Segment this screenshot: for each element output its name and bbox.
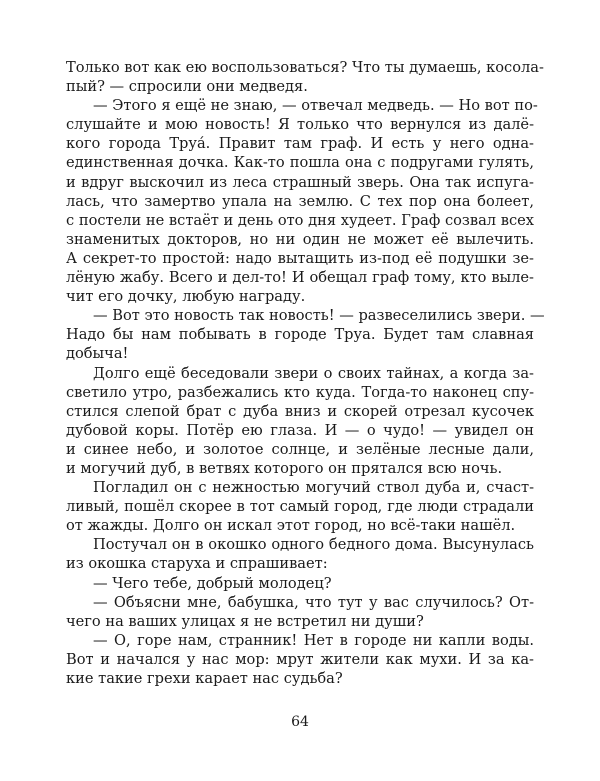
page-number: 64 (291, 714, 309, 730)
text-line: — Вот это новость так новость! — развеселились звери. — (93, 307, 545, 325)
text-line: Погладил он с нежностью могучий ствол дуба и, счаст- (93, 479, 534, 497)
paragraph-1 (66, 58, 544, 96)
text-line: пый? — спросили они медведя. (66, 78, 308, 96)
text-line: Только вот как ею воспользоваться? Что ты думаешь, косола- (66, 59, 544, 76)
text-line: Постучал он в окошко одного бедного дома. Высунулась (93, 536, 534, 554)
text-line: Вот и начался у нас мор: мрут жители как мухи. И за ка- (66, 650, 534, 668)
paragraph-9 (66, 631, 534, 688)
text-line: — Объясни мне, бабушка, что тут у вас случилось? От- (93, 593, 534, 611)
text-line: Надо бы нам побывать в городе Труа. Будет там славная (66, 326, 534, 344)
text-line: и могучий дуб, в ветвях которого он прятался всю ночь. (66, 459, 503, 477)
text-line: от жажды. Долго он искал этот город, но всё-таки нашёл. (66, 517, 516, 535)
text-line: кие такие грехи карает нас судьба? (66, 670, 343, 687)
text-line: с постели не встаёт и день ото дня худеет. Граф созвал всех (66, 211, 534, 229)
text-line: знаменитых докторов, но ни один не может её вылечить. (66, 230, 534, 248)
text-line: А секрет-то простой: надо вытащить из-под её подушки зе- (66, 249, 534, 267)
paragraph-7 (66, 574, 534, 593)
paragraph-4 (66, 364, 534, 479)
paragraph-3 (66, 306, 545, 363)
book-page-text (66, 58, 545, 688)
text-line: дубовой коры. Потёр ею глаза. И — о чудо! — увидел он (66, 421, 534, 439)
paragraph-6 (66, 535, 534, 573)
text-line: стился слепой брат с дуба вниз и скорей отрезал кусочек (66, 402, 534, 420)
text-line: из окошка старуха и спрашивает: (66, 555, 328, 573)
text-line: — Чего тебе, добрый молодец? (93, 574, 332, 592)
text-line: лёную жабу. Всего и дел-то! И обещал граф тому, кто выле- (66, 269, 534, 287)
text-line: — О, горе нам, странник! Нет в городе ни капли воды. (93, 631, 534, 649)
text-line: ливый, пошёл скорее в тот самый город, где люди страдали (66, 498, 534, 516)
text-line: чего на ваших улицах я не встретил ни души? (66, 612, 424, 630)
text-line: и синее небо, и золотое солнце, и зелёные лесные дали, (66, 440, 534, 458)
paragraph-2 (66, 96, 538, 306)
paragraph-5 (66, 478, 534, 535)
text-line: добыча! (66, 345, 129, 363)
text-line: кого города Труа́. Правит там граф. И есть у него одна- (66, 135, 534, 153)
text-line: и вдруг выскочил из леса страшный зверь. Она так испуга- (66, 173, 534, 191)
paragraph-8 (66, 593, 534, 631)
text-line: — Этого я ещё не знаю, — отвечал медведь. — Но вот по- (93, 97, 538, 115)
text-line: слушайте и мою новость! Я только что вернулся из далё- (66, 116, 534, 134)
text-line: светило утро, разбежались кто куда. Тогда-то наконец спу- (66, 383, 534, 401)
text-line: чит его дочку, любую награду. (66, 288, 306, 306)
text-line: лась, что замертво упала на землю. С тех пор она болеет, (66, 192, 534, 210)
text-line: единственная дочка. Как-то пошла она с подругами гулять, (66, 154, 534, 172)
text-line: Долго ещё беседовали звери о своих тайнах, а когда за- (93, 364, 534, 382)
